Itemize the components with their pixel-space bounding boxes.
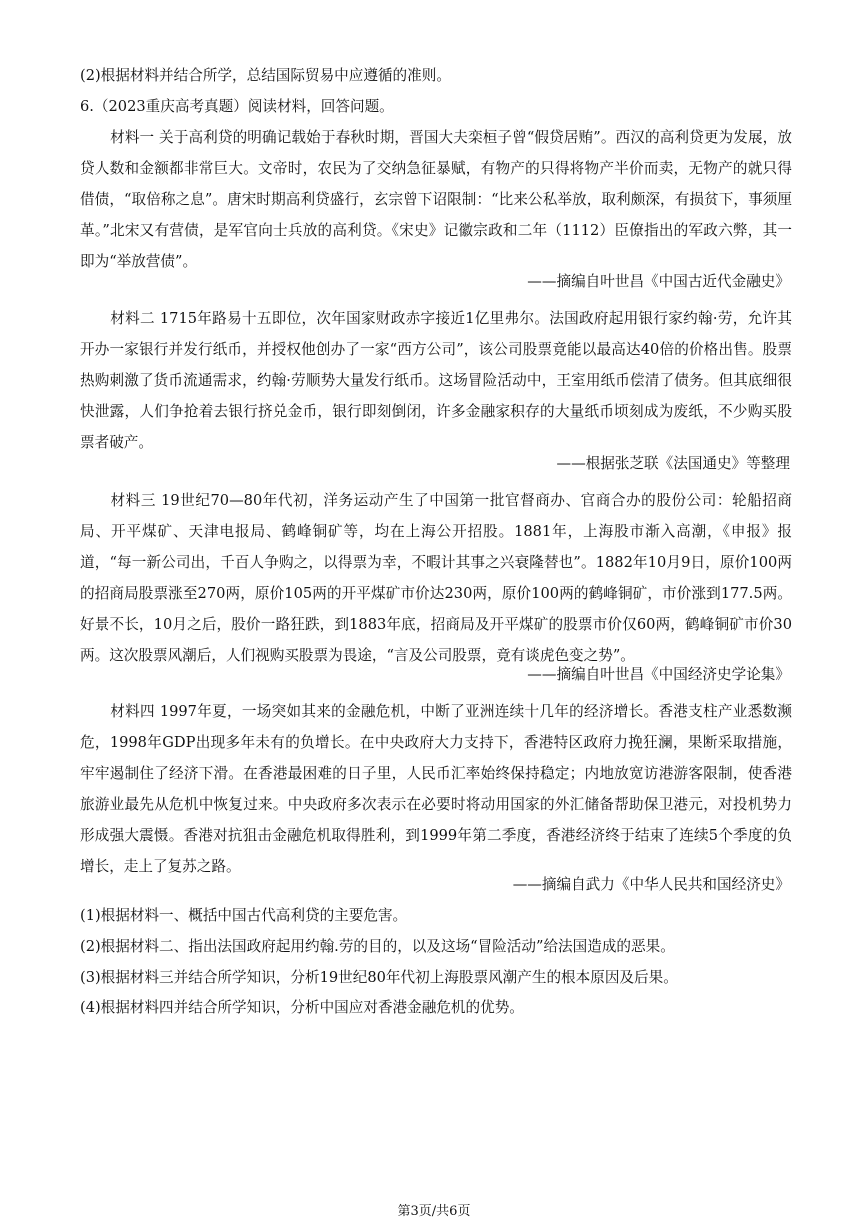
sub-question-4: (4)根据材料四并结合所学知识，分析中国应对香港金融危机的优势。 (80, 999, 524, 1016)
question-6-header: 6.（2023重庆高考真题）阅读材料，回答问题。 (80, 98, 394, 115)
material-4-source: ——摘编自武力《中华人民共和国经济史》 (512, 876, 790, 893)
material-4-text: 材料四 1997年夏，一场突如其来的金融危机，中断了亚洲连续十几年的经济增长。香港支柱产业悉数濒危，1998年GDP出现多年未有的负增长。在中央政府大力支持下，香港特区政府力挽狂澜，果断采取措施，牢牢遏制住了经济下滑。在香港最困难的日子里，人民币汇率始终保持稳定；内地放宽访港游客限制，使香港旅游业最先从危机中恢复过来。中央政府多次表示在必要时将动用国家的外汇储备帮助保卫港元，对投机势力形成强大震慑。香港对抗狙击金融危机取得胜利，到1999年第二季度，香港经济终于结束了连续5个季度的负增长，走上了复苏之路。 (80, 703, 792, 875)
material-2-source: ——根据张芝联《法国通史》等整理 (556, 455, 790, 472)
material-4-paragraph (80, 696, 792, 882)
material-1-source: ——摘编自叶世昌《中国古近代金融史》 (527, 273, 790, 290)
material-2-text: 材料二 1715年路易十五即位，次年国家财政赤字接近1亿里弗尔。法国政府起用银行家约翰·劳，允许其开办一家银行并发行纸币，并授权他创办了一家“西方公司”，该公司股票竟能以最高达40倍的价格出售。股票热购刺激了货币流通需求，约翰·劳顺势大量发行纸币。这场冒险活动中，王室用纸币偿清了债务。但其底细很快泄露，人们争抢着去银行挤兑金币，银行即刻倒闭，许多金融家积存的大量纸币顷刻成为废纸，不少购买股票者破产。 (80, 310, 792, 451)
material-3-text: 材料三 19世纪70—80年代初，洋务运动产生了中国第一批官督商办、官商合办的股份公司：轮船招商局、开平煤矿、天津电报局、鹤峰铜矿等，均在上海公开招股。1881年，上海股市渐入高潮，《申报》报道，“每一新公司出，千百人争购之，以得票为幸，不暇计其事之兴衰隆替也”。1882年10月9日，原价100两的招商局股票涨至270两，原价105两的开平煤矿市价达230两，原价100两的鹤峰铜矿，市价涨到177.5两。好景不长，10月之后，股价一路狂跌，到1883年底，招商局及开平煤矿的股票市价仅60两，鹤峰铜矿市价30两。这次股票风潮后，人们视购买股票为畏途，“言及公司股票，竟有谈虎色变之势”。 (80, 492, 792, 664)
material-3-source: ——摘编自叶世昌《中国经济史学论集》 (527, 666, 790, 683)
material-1-paragraph (80, 122, 792, 277)
sub-question-2: (2)根据材料二、指出法国政府起用约翰.劳的目的，以及这场“冒险活动”给法国造成的恶果。 (80, 938, 675, 955)
sub-question-1: (1)根据材料一、概括中国古代高利贷的主要危害。 (80, 907, 408, 924)
question-5-sub-2: (2)根据材料并结合所学，总结国际贸易中应遵循的准则。 (80, 67, 451, 84)
page-number: 第3页/共6页 (397, 1204, 471, 1219)
material-3-paragraph (80, 485, 792, 671)
material-1-text: 材料一 关于高利贷的明确记载始于春秋时期，晋国大夫栾桓子曾“假贷居贿”。西汉的高利贷更为发展，放贷人数和金额都非常巨大。文帝时，农民为了交纳急征暴赋，有物产的只得将物产半价而卖，无物产的就只得借债，“取倍称之息”。唐宋时期高利贷盛行，玄宗曾下诏限制：“比来公私举放，取利颇深，有损贫下，事须厘革。”北宋又有营债，是军官向士兵放的高利贷。《宋史》记徽宗政和二年（1112）臣僚指出的军政六弊，其一即为“举放营债”。 (80, 129, 792, 270)
material-2-paragraph (80, 303, 792, 458)
sub-question-3: (3)根据材料三并结合所学知识，分析19世纪80年代初上海股票风潮产生的根本原因及后果。 (80, 969, 678, 986)
